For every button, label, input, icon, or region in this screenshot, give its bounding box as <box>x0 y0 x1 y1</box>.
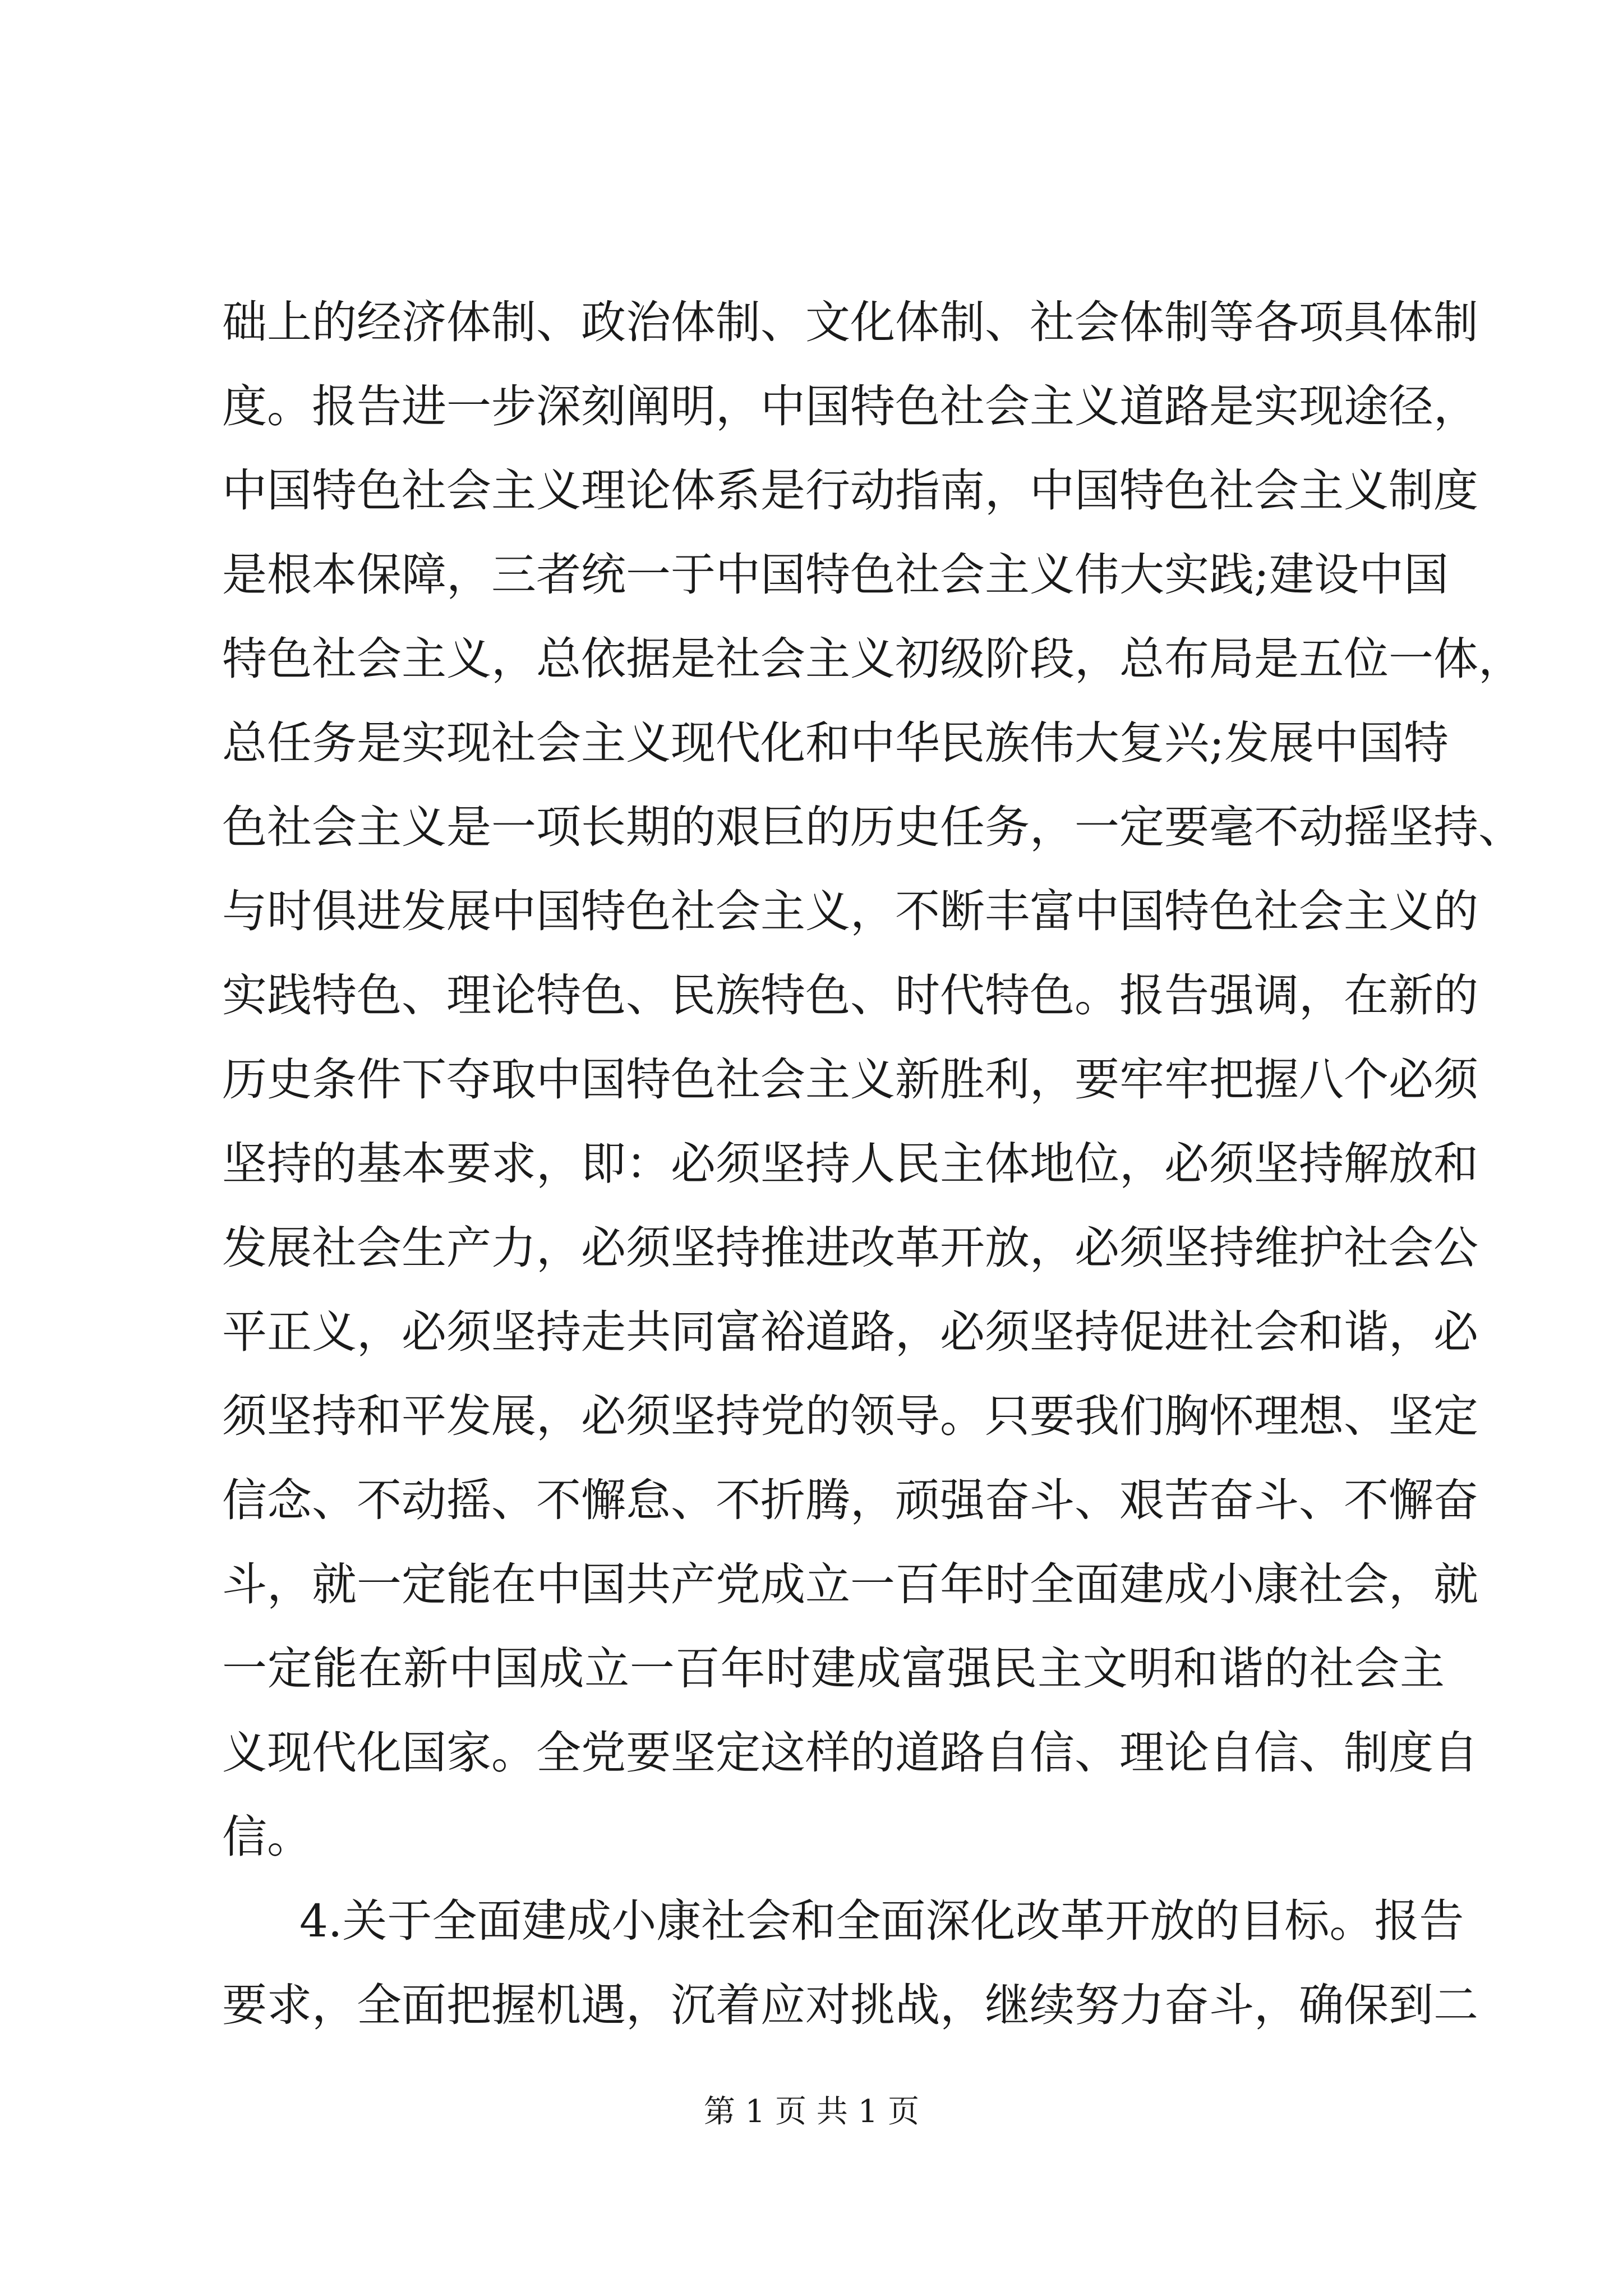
text-line-6: 总任务是实现社会主义现代化和中华民族伟大复兴;发展中国特 <box>222 717 1449 769</box>
page-number-footer: 第 1 页 共 1 页 <box>703 2093 920 2130</box>
text-line-5: 特色社会主义，总依据是社会主义初级阶段，总布局是五位一体， <box>222 633 1523 685</box>
text-line-20: 4.关于全面建成小康社会和全面深化改革开放的目标。报告 <box>299 1895 1464 1947</box>
text-line-1: 础上的经济体制、政治体制、文化体制、社会体制等各项具体制 <box>222 296 1478 348</box>
text-line-18: 义现代化国家。全党要坚定这样的道路自信、理论自信、制度自 <box>222 1727 1478 1779</box>
body-text <box>222 280 1523 2047</box>
text-line-19: 信。 <box>222 1811 312 1863</box>
text-line-13: 平正义，必须坚持走共同富裕道路，必须坚持促进社会和谐，必 <box>222 1306 1478 1358</box>
text-line-14: 须坚持和平发展，必须坚持党的领导。只要我们胸怀理想、坚定 <box>222 1390 1478 1442</box>
text-line-2: 度。报告进一步深刻阐明，中国特色社会主义道路是实现途径， <box>222 380 1478 432</box>
text-line-21: 要求，全面把握机遇，沉着应对挑战，继续努力奋斗，确保到二 <box>222 1979 1478 2031</box>
text-line-11: 坚持的基本要求，即：必须坚持人民主体地位，必须坚持解放和 <box>222 1138 1478 1190</box>
text-line-16: 斗，就一定能在中国共产党成立一百年时全面建成小康社会，就 <box>222 1558 1478 1611</box>
text-line-3: 中国特色社会主义理论体系是行动指南，中国特色社会主义制度 <box>222 464 1478 517</box>
text-line-7: 色社会主义是一项长期的艰巨的历史任务，一定要毫不动摇坚持、 <box>222 801 1523 853</box>
text-line-17: 一定能在新中国成立一百年时建成富强民主文明和谐的社会主 <box>222 1642 1445 1695</box>
text-line-9: 实践特色、理论特色、民族特色、时代特色。报告强调，在新的 <box>222 969 1478 1022</box>
text-line-15: 信念、不动摇、不懈怠、不折腾，顽强奋斗、艰苦奋斗、不懈奋 <box>222 1474 1478 1526</box>
text-line-10: 历史条件下夺取中国特色社会主义新胜利，要牢牢把握八个必须 <box>222 1053 1478 1106</box>
text-line-12: 发展社会生产力，必须坚持推进改革开放，必须坚持维护社会公 <box>222 1222 1478 1274</box>
text-line-4: 是根本保障，三者统一于中国特色社会主义伟大实践;建设中国 <box>222 549 1449 601</box>
text-line-8: 与时俱进发展中国特色社会主义，不断丰富中国特色社会主义的 <box>222 885 1478 937</box>
